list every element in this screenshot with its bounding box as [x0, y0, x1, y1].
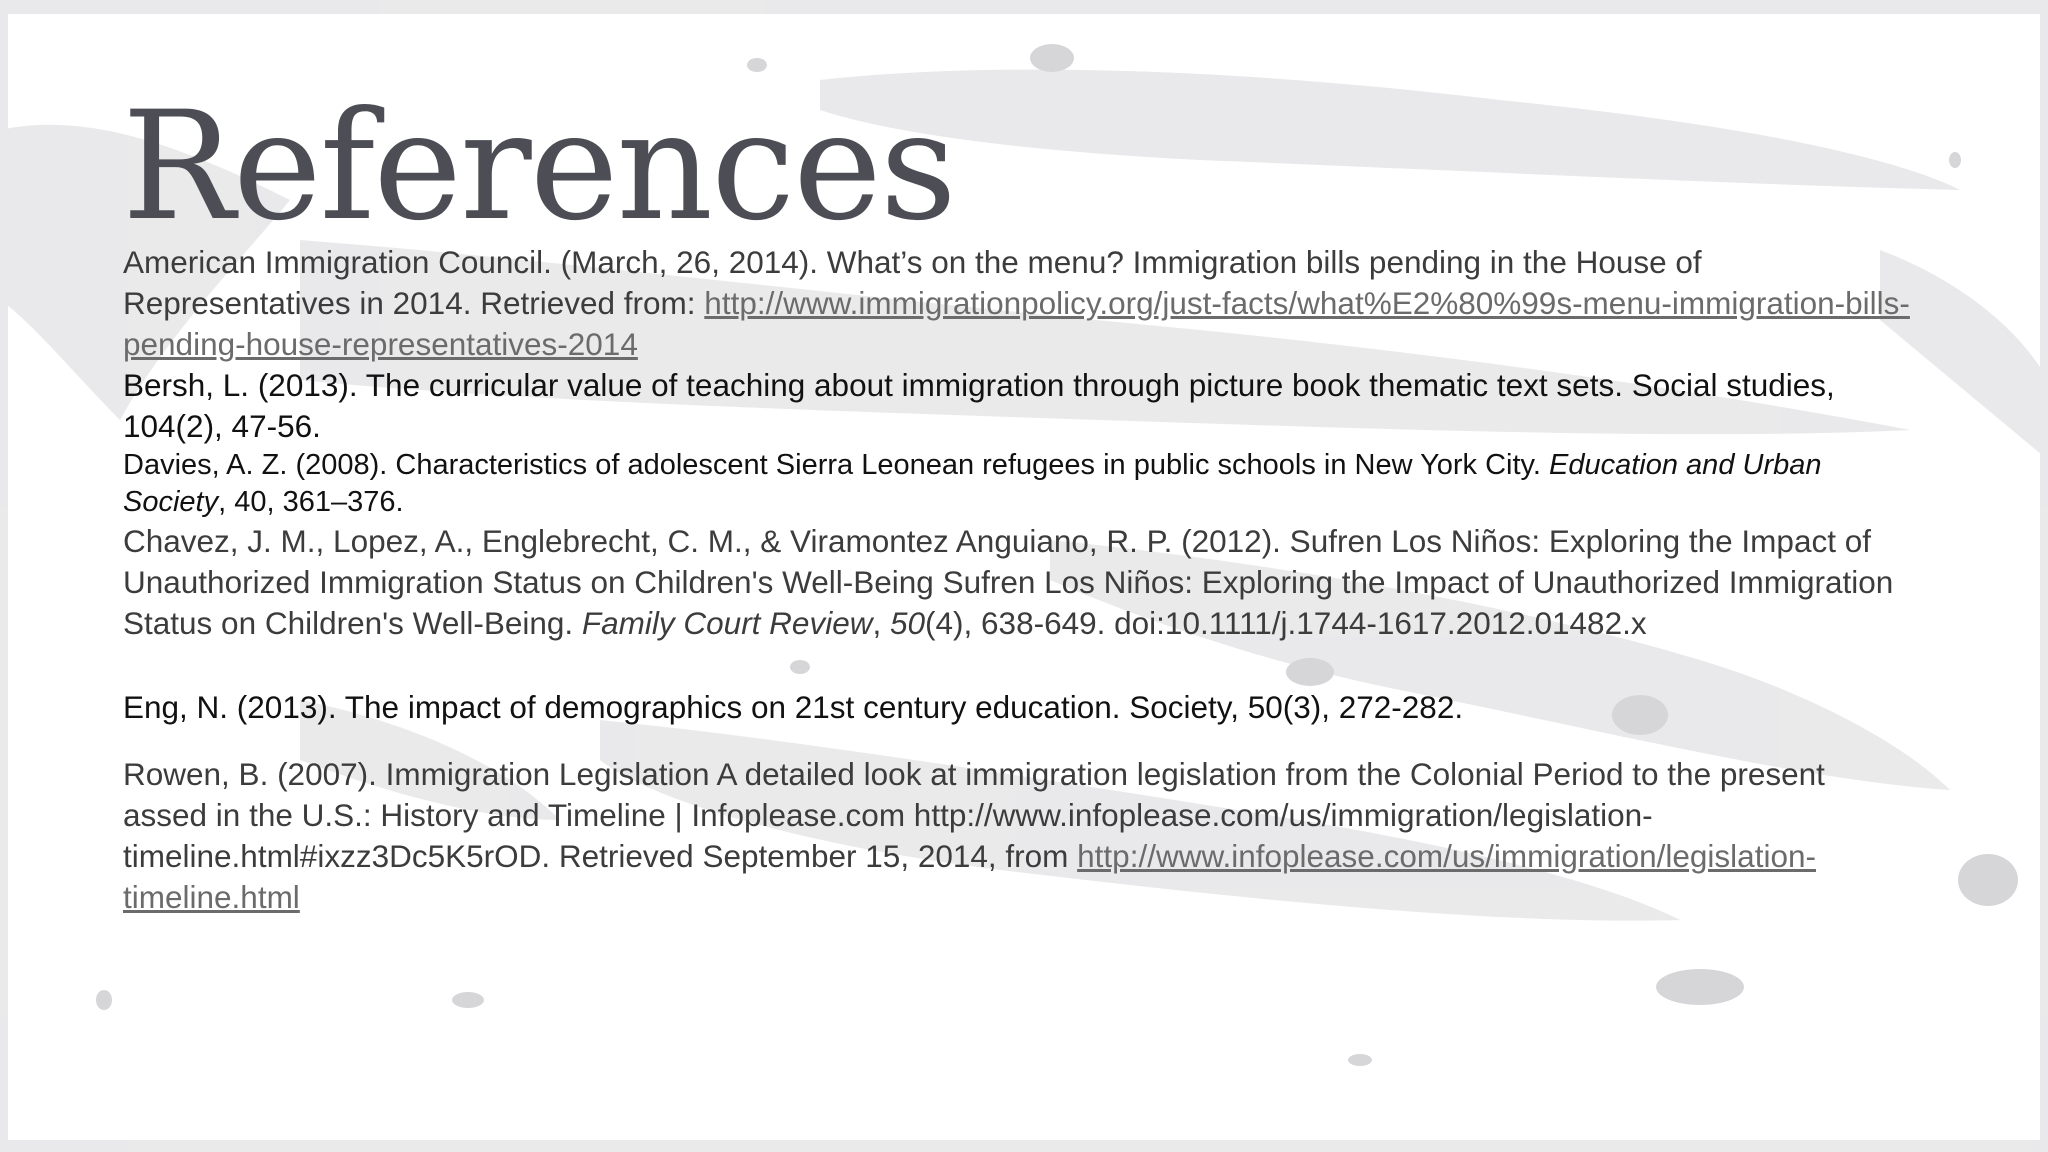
reference-text: Eng, N. (2013). The impact of demographics on 21st century education. Society, 50(3), 272-282.	[123, 689, 1464, 725]
reference-text: Bersh, L. (2013). The curricular value of teaching about immigration through picture book thematic text sets. Social studies, 104(2), 47-56.	[123, 367, 1835, 444]
reference-text: (4), 638-649. doi:10.1111/j.1744-1617.2012.01482.x	[925, 605, 1647, 641]
reference-text: Davies, A. Z. (2008). Characteristics of adolescent Sierra Leonean refugees in public schools in New York City.	[123, 449, 1550, 481]
journal-volume: 50	[889, 605, 926, 641]
reference-text: ,	[872, 605, 890, 641]
reference-eng	[123, 687, 1913, 728]
page-title: References	[122, 80, 955, 254]
reference-bersh	[123, 365, 1913, 447]
reference-rowen	[123, 754, 1913, 918]
reference-text: Chavez, J. M., Lopez, A., Englebrecht, C. M., & Viramontez Anguiano, R. P. (2012). Sufren Los Niños: Exploring the Impact of Unauthorized Immigration Status on Children's Well-Being Sufren Los Niños: Exploring the Impact of Unauthorized Immigration Status on Children's Well-Being.	[123, 523, 1894, 641]
reference-text: Rowen, B. (2007). Immigration Legislation A detailed look at immigration legislation from the Colonial Period to the present assed in the U.S.: History and Timeline | Infoplease.com http://www.infoplease.com/us/immigration/legislation-timeline.html#ixzz3Dc5K5rOD. Retrieved September 15, 2014, from	[123, 756, 1825, 874]
reference-text: , 40, 361–376.	[218, 486, 404, 518]
reference-text: American Immigration Council. (March, 26, 2014). What’s on the menu? Immigration bills pending in the House of Representatives in 2014. Retrieved from:	[123, 244, 1702, 321]
reference-davies	[123, 447, 1913, 521]
reference-chavez	[123, 521, 1913, 644]
journal-title: Family Court Review	[581, 605, 873, 641]
reference-american-immigration-council	[123, 242, 1913, 365]
reference-link[interactable]: http://www.infoplease.com/us/immigration/legislation-timeline.html	[123, 838, 1816, 915]
references-list	[123, 242, 1913, 918]
reference-link[interactable]: http://www.immigrationpolicy.org/just-facts/what%E2%80%99s-menu-immigration-bills-pending-house-representatives-2014	[123, 285, 1910, 362]
journal-title: Education and Urban Society	[123, 449, 1822, 518]
